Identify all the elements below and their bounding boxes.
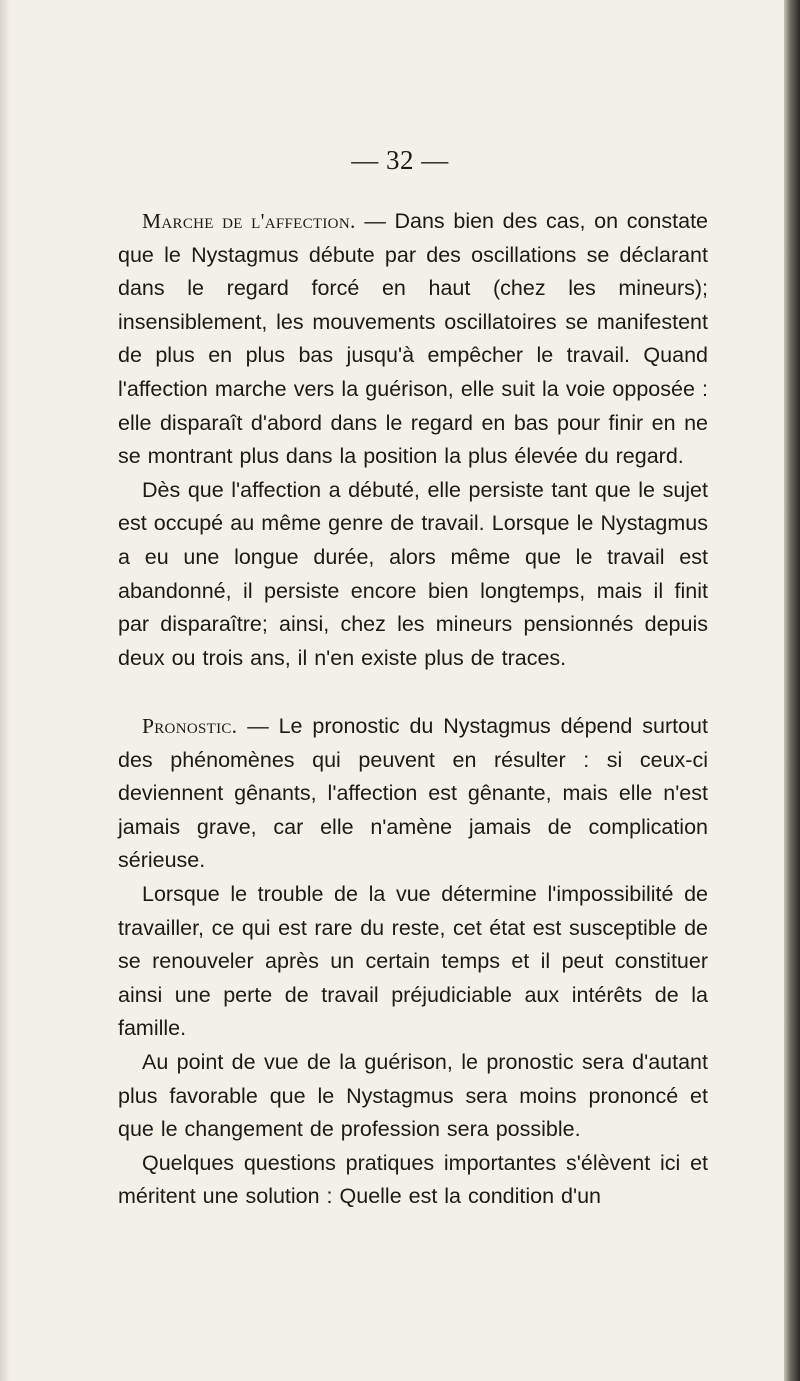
- section-pronostic: [118, 710, 708, 1214]
- paragraph-pronostic-1: [118, 710, 708, 878]
- paragraph-marche-1: [118, 205, 708, 474]
- section-heading-marche: Marche de l'affection.: [142, 209, 356, 233]
- page-number: — 32 —: [351, 145, 449, 175]
- page-right-edge-shadow: [784, 0, 800, 1381]
- paragraph-pronostic-2: Lorsque le trouble de la vue détermine l'impossibilité de travailler, ce qui est rare du reste, cet état est susceptible de se renouveler après un certain temps et il peut constituer ainsi une perte de travail préjudiciable aux intérêts de la famille.: [118, 881, 708, 1041]
- page-left-edge: [0, 0, 10, 1381]
- section-marche-de-l-affection: [118, 205, 708, 675]
- paragraph-text: — Le pronostic du Nystagmus dépend surtout des phénomènes qui peuvent en résulter : si ceux-ci deviennent gênants, l'affection est gênante, mais elle n'est jamais grave, car elle n'amène jamais de complication sérieuse.: [118, 714, 708, 873]
- paragraph-marche-2: Dès que l'affection a débuté, elle persiste tant que le sujet est occupé au même genre de travail. Lorsque le Nystagmus a eu une longue durée, alors même que le travail est abandonné, il persiste encore bien longtemps, mais il finit par disparaître; ainsi, chez les mineurs pensionnés depuis deux ou trois ans, il n'en existe plus de traces.: [118, 477, 708, 670]
- section-heading-pronostic: Pronostic.: [142, 714, 238, 738]
- paragraph-pronostic-3: Au point de vue de la guérison, le pronostic sera d'autant plus favorable que le Nystagmus sera moins prononcé et que le changement de profession sera possible.: [118, 1049, 708, 1142]
- paragraph-text: — Dans bien des cas, on constate que le Nystagmus débute par des oscillations se déclarant dans le regard forcé en haut (chez les mineurs); insensiblement, les mouvements oscillatoires se manifestent de plus en plus bas jusqu'à empêcher le travail. Quand l'affection marche vers la guérison, elle suit la voie opposée : elle disparaît d'abord dans le regard en bas pour finir en ne se montrant plus dans la position la plus élevée du regard.: [118, 209, 708, 469]
- paragraph-pronostic-4: Quelques questions pratiques importantes s'élèvent ici et méritent une solution : Quelle est la condition d'un: [118, 1150, 708, 1209]
